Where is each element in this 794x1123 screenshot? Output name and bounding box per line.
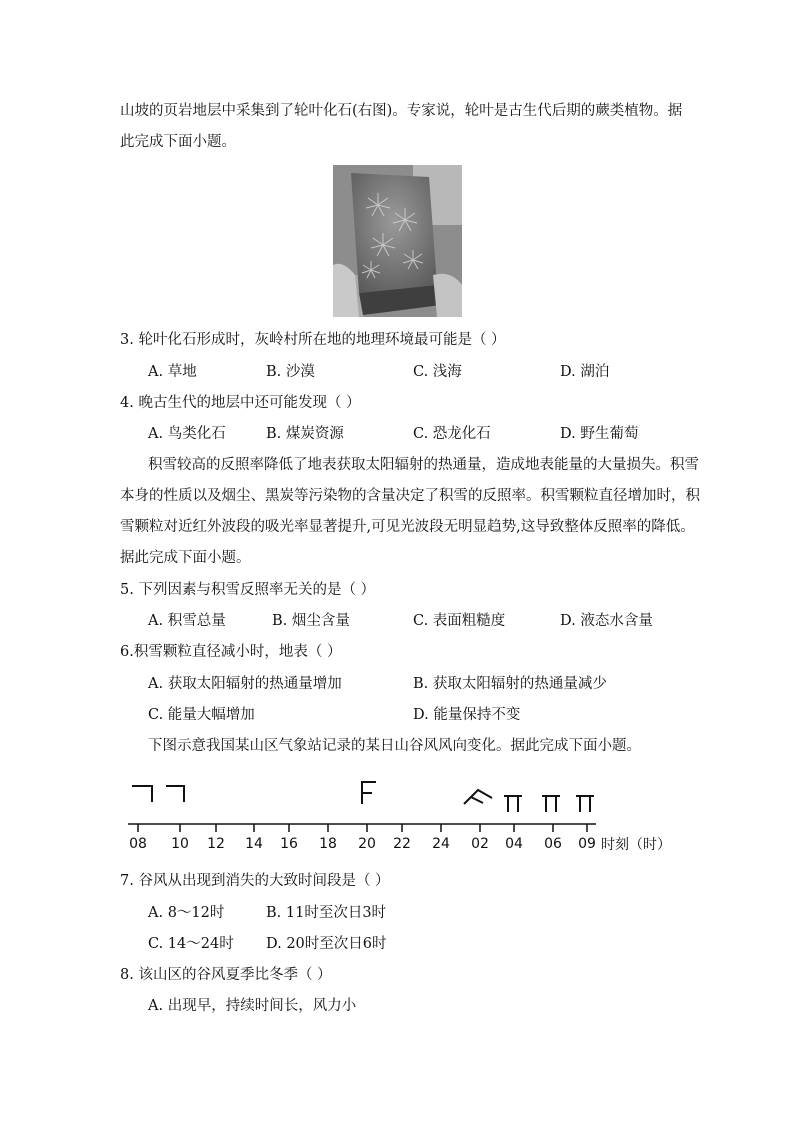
q3-stem: 3. 轮叶化石形成时，灰岭村所在地的地理环境最可能是（ ） <box>120 332 506 348</box>
wind-barb-02 <box>464 790 492 804</box>
wind-barb-20 <box>362 782 376 804</box>
q6-option-b[interactable]: B. 获取太阳辐射的热通量减少 <box>413 676 607 692</box>
figure-intro: 下图示意我国某山区气象站记录的某日山谷风风向变化。据此完成下面小题。 <box>148 738 641 754</box>
leaf-fossil-photo <box>333 165 462 317</box>
q7-option-d[interactable]: D. 20时至次日6时 <box>266 936 387 952</box>
tick-label: 08 <box>129 836 147 852</box>
wind-barb-06 <box>542 796 560 812</box>
tick-label: 06 <box>544 836 562 852</box>
tick-label: 10 <box>171 836 189 852</box>
tick-label: 02 <box>471 836 489 852</box>
wind-barb-10 <box>166 786 184 802</box>
tick-label: 09 <box>578 836 596 852</box>
snow-line-3: 雪颗粒对近红外波段的吸光率显著提升,可见光波段无明显趋势,这导致整体反照率的降低。 <box>120 519 695 535</box>
tick-label: 16 <box>280 836 298 852</box>
tick-label: 20 <box>358 836 376 852</box>
q6-stem: 6.积雪颗粒直径减小时，地表（ ） <box>120 644 342 660</box>
q4-stem: 4. 晚古生代的地层中还可能发现（ ） <box>120 395 361 411</box>
wind-direction-figure <box>120 772 680 862</box>
q7-option-b[interactable]: B. 11时至次日3时 <box>266 905 387 921</box>
q7-option-a[interactable]: A. 8～12时 <box>148 905 225 921</box>
q4-option-c[interactable]: C. 恐龙化石 <box>413 426 491 442</box>
q4-option-a[interactable]: A. 鸟类化石 <box>148 426 226 442</box>
q7-option-c[interactable]: C. 14～24时 <box>148 936 234 952</box>
intro-line-1: 山坡的页岩地层中采集到了轮叶化石(右图)。专家说，轮叶是古生代后期的蕨类植物。据 <box>120 103 683 119</box>
q3-option-d[interactable]: D. 湖泊 <box>560 364 610 380</box>
q6-option-c[interactable]: C. 能量大幅增加 <box>148 707 255 723</box>
wind-barb-04 <box>504 796 522 812</box>
snow-line-2: 本身的性质以及烟尘、黑炭等污染物的含量决定了积雪的反照率。积雪颗粒直径增加时，积 <box>120 488 700 504</box>
q5-stem: 5. 下列因素与积雪反照率无关的是（ ） <box>120 582 376 598</box>
tick-label: 24 <box>432 836 450 852</box>
q5-option-a[interactable]: A. 积雪总量 <box>148 613 226 629</box>
q4-option-d[interactable]: D. 野生葡萄 <box>560 426 639 442</box>
tick-label: 18 <box>319 836 337 852</box>
tick-label: 04 <box>505 836 523 852</box>
q5-option-c[interactable]: C. 表面粗糙度 <box>413 613 506 629</box>
snow-line-4: 据此完成下面小题。 <box>120 550 251 566</box>
intro-line-2: 此完成下面小题。 <box>120 134 236 150</box>
q7-stem: 7. 谷风从出现到消失的大致时间段是（ ） <box>120 873 390 889</box>
axis-label: 时刻（时） <box>601 837 671 853</box>
q6-option-d[interactable]: D. 能量保持不变 <box>413 707 521 723</box>
wind-barb-09 <box>576 796 594 812</box>
q8-stem: 8. 该山区的谷风夏季比冬季（ ） <box>120 967 332 983</box>
tick-label: 12 <box>207 836 225 852</box>
q6-option-a[interactable]: A. 获取太阳辐射的热通量增加 <box>148 676 342 692</box>
tick-label: 14 <box>245 836 263 852</box>
q4-option-b[interactable]: B. 煤炭资源 <box>266 426 344 442</box>
q3-option-b[interactable]: B. 沙漠 <box>266 364 315 380</box>
wind-barb-08 <box>132 786 152 802</box>
q5-option-d[interactable]: D. 液态水含量 <box>560 613 653 629</box>
q3-option-a[interactable]: A. 草地 <box>148 364 197 380</box>
q8-option-a[interactable]: A. 出现早，持续时间长，风力小 <box>148 998 357 1014</box>
snow-line-1: 积雪较高的反照率降低了地表获取太阳辐射的热通量，造成地表能量的大量损失。积雪 <box>148 457 699 473</box>
tick-label: 22 <box>393 836 411 852</box>
q5-option-b[interactable]: B. 烟尘含量 <box>272 613 350 629</box>
q3-option-c[interactable]: C. 浅海 <box>413 364 462 380</box>
